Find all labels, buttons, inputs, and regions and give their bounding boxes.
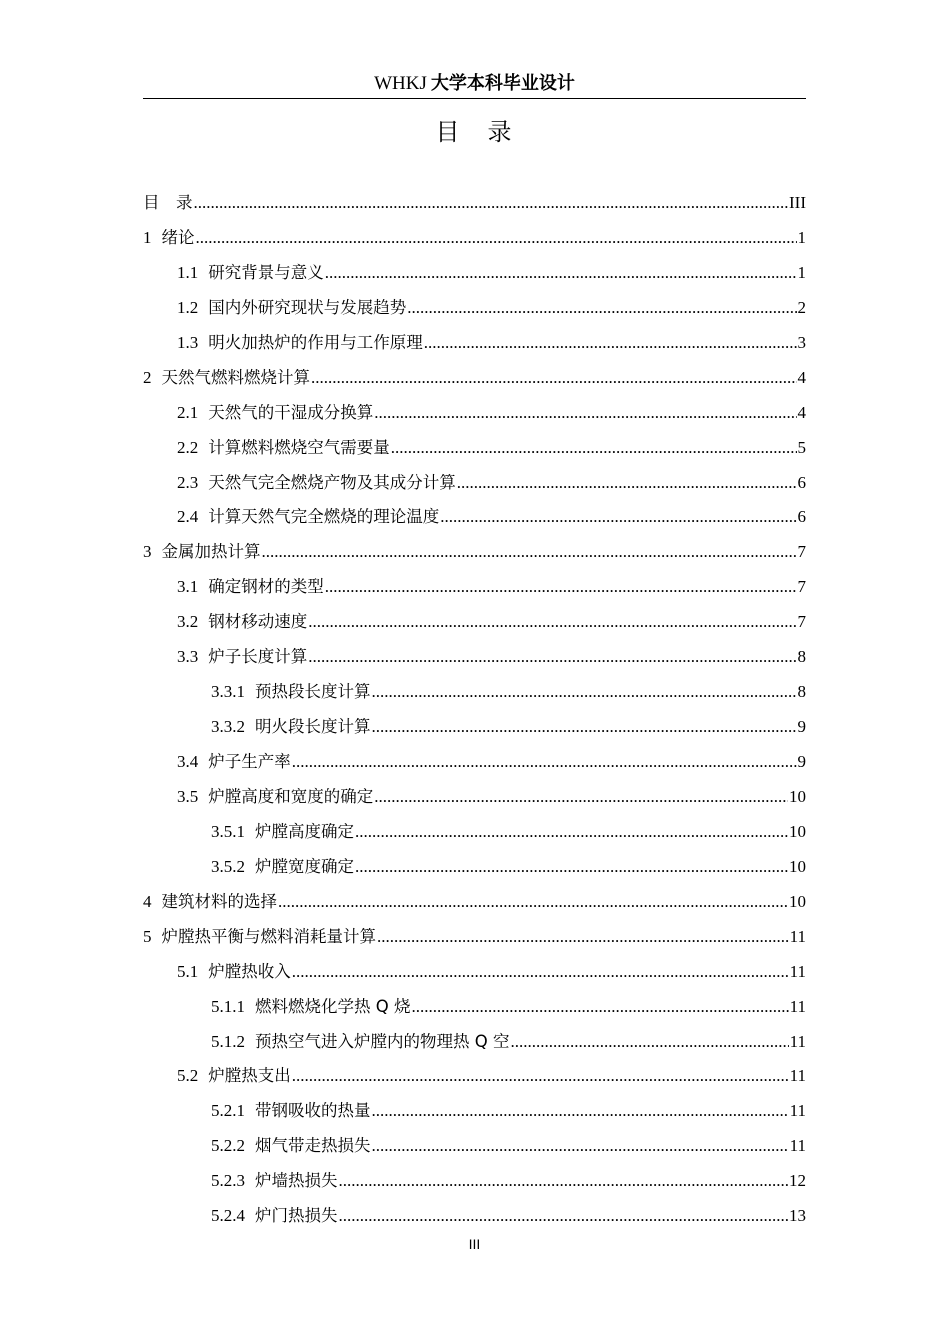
- toc-entry-title: 天然气燃料燃烧计算: [161, 367, 310, 387]
- toc-entry-page: 2: [797, 297, 806, 317]
- toc-dot-leader: [292, 745, 797, 780]
- toc-entry-number: 3.2: [177, 612, 199, 632]
- toc-entry[interactable]: [143, 326, 806, 361]
- toc-dot-leader: [372, 1094, 789, 1129]
- toc-entry[interactable]: [143, 990, 806, 1025]
- toc-dot-leader: [308, 605, 796, 640]
- toc-dot-leader: [372, 710, 797, 745]
- toc-entry[interactable]: [143, 850, 806, 885]
- toc-entry[interactable]: [143, 500, 806, 535]
- toc-dot-leader: [325, 570, 797, 605]
- toc-entry[interactable]: [143, 1094, 806, 1129]
- toc-entry-page: 11: [789, 1066, 806, 1086]
- page-footer: [143, 1234, 806, 1254]
- toc-entry-page: 7: [797, 612, 806, 632]
- toc-entry-page: 9: [797, 717, 806, 737]
- toc-entry-number: 5.2: [177, 1066, 199, 1086]
- toc-entry-title: 预热空气进入炉膛内的物理热 Q 空: [255, 1031, 510, 1051]
- toc-entry-page: 11: [789, 1031, 806, 1051]
- toc-entry-page: 5: [797, 437, 806, 457]
- toc-entry-title: 炉墙热损失: [255, 1171, 338, 1191]
- toc-dot-leader: [407, 291, 796, 326]
- toc-entry-number: 3.5: [177, 786, 199, 806]
- toc-title: 目 录: [435, 118, 514, 146]
- header-rule: [143, 98, 806, 99]
- toc-entry-page: 10: [789, 891, 806, 911]
- toc-entry-page: 1: [797, 227, 806, 247]
- toc-entry-title: 燃料燃烧化学热 Q 烧: [255, 996, 411, 1016]
- toc-entry-title: 研究背景与意义: [208, 262, 324, 282]
- toc-entry-title: 带钢吸收的热量: [255, 1101, 371, 1121]
- toc-entry-title: 炉膛热平衡与燃料消耗量计算: [161, 926, 376, 946]
- toc-entry-title: 钢材移动速度: [208, 612, 308, 632]
- toc-entry[interactable]: [143, 815, 806, 850]
- toc-entry-page: 12: [789, 1171, 806, 1191]
- toc-entry[interactable]: [143, 710, 806, 745]
- toc-entry[interactable]: [143, 1199, 806, 1234]
- toc-entry-number: 5.2.2: [211, 1136, 245, 1156]
- toc-dot-leader: [440, 500, 796, 535]
- toc-entry-page: 9: [797, 752, 806, 771]
- toc-entry[interactable]: [143, 675, 806, 710]
- toc-entry-title: 预热段长度计算: [255, 682, 371, 702]
- toc-dot-leader: [262, 535, 797, 570]
- toc-entry[interactable]: [143, 1129, 806, 1164]
- toc-entry[interactable]: [143, 920, 806, 955]
- toc-entry[interactable]: [143, 780, 806, 815]
- toc-entry-number: 1.1: [177, 262, 199, 282]
- toc-entry-number: 4: [143, 891, 152, 911]
- toc-entry-title: 炉子长度计算: [208, 647, 308, 667]
- toc-entry[interactable]: [143, 186, 806, 221]
- toc-entry-number: 2: [143, 367, 152, 387]
- toc-dot-leader: [372, 675, 797, 710]
- toc-entry-title: 明火段长度计算: [255, 717, 371, 737]
- toc-entry[interactable]: [143, 466, 806, 501]
- toc-dot-leader: [196, 221, 797, 256]
- toc-entry[interactable]: [143, 361, 806, 396]
- toc-entry-number: 1.3: [177, 332, 199, 352]
- toc-dot-leader: [374, 780, 788, 815]
- toc-entry-title: 明火加热炉的作用与工作原理: [208, 332, 423, 352]
- footer-page-number: III: [468, 1236, 481, 1252]
- toc-dot-leader: [292, 1059, 789, 1094]
- toc-entry-number: 5.1.2: [211, 1031, 245, 1051]
- toc-entry-title: 炉膛宽度确定: [255, 856, 354, 876]
- toc-entry-page: 11: [789, 1136, 806, 1156]
- toc-entry-page: 6: [797, 472, 806, 492]
- toc-entry-number: 3.5.2: [211, 856, 245, 876]
- toc-entry[interactable]: [143, 431, 806, 466]
- toc-dot-leader: [372, 1129, 789, 1164]
- toc-entry[interactable]: [143, 1025, 806, 1060]
- toc-entry-page: 11: [789, 926, 806, 946]
- toc-dot-leader: [355, 815, 788, 850]
- toc-dot-leader: [374, 396, 796, 431]
- toc-dot-leader: [194, 186, 789, 221]
- toc-entry-page: 11: [789, 996, 806, 1016]
- toc-entry-page: 7: [797, 577, 806, 597]
- toc-entry[interactable]: [143, 396, 806, 431]
- toc-entry[interactable]: [143, 535, 806, 570]
- toc-entry-number: 2.4: [177, 507, 199, 527]
- toc-entry-page: 10: [789, 821, 806, 841]
- toc-entry-title: 建筑材料的选择: [161, 891, 277, 911]
- toc-entry[interactable]: [143, 291, 806, 326]
- toc-entry-number: 2.1: [177, 402, 199, 422]
- toc-entry[interactable]: [143, 605, 806, 640]
- toc-entry-page: 13: [789, 1206, 806, 1226]
- toc-entry[interactable]: [143, 1059, 806, 1094]
- toc-dot-leader: [411, 990, 788, 1025]
- toc-entry-title: 炉膛热收入: [208, 961, 291, 981]
- toc-entry-page: 11: [789, 1101, 806, 1121]
- toc-entry-title: 确定钢材的类型: [208, 577, 324, 597]
- toc-entry-page: 8: [797, 647, 806, 667]
- toc-dot-leader: [339, 1164, 789, 1199]
- toc-dot-leader: [391, 431, 797, 466]
- toc-entry[interactable]: [143, 256, 806, 291]
- toc-dot-leader: [510, 1025, 788, 1060]
- toc-entry-title: 绪论: [161, 227, 195, 247]
- toc-entry-title: 计算天然气完全燃烧的理论温度: [208, 507, 440, 527]
- toc-dot-leader: [457, 466, 797, 501]
- toc-dot-leader: [311, 361, 797, 396]
- toc-entry-title: 天然气的干湿成分换算: [208, 402, 374, 422]
- toc-entry[interactable]: [143, 1164, 806, 1199]
- toc-dot-leader: [377, 920, 789, 955]
- toc-entry-title: 烟气带走热损失: [255, 1136, 371, 1156]
- toc-entry-page: III: [789, 193, 806, 212]
- toc-entry[interactable]: [143, 885, 806, 920]
- toc-entry-page: 4: [797, 402, 806, 422]
- toc-entry[interactable]: [143, 745, 806, 780]
- toc-entry-title: 炉膛热支出: [208, 1066, 291, 1086]
- toc-entry-page: 3: [797, 332, 806, 352]
- toc-dot-leader: [424, 326, 797, 361]
- toc-entry-number: 5.1: [177, 961, 199, 981]
- toc-entry-number: 1.2: [177, 297, 199, 317]
- toc-entry-number: 3.3: [177, 647, 199, 667]
- toc-dot-leader: [308, 640, 796, 675]
- toc-entry-title: 国内外研究现状与发展趋势: [208, 297, 407, 317]
- toc-entry-number: 5.1.1: [211, 996, 245, 1016]
- toc-entry-page: 8: [797, 682, 806, 702]
- toc-dot-leader: [278, 885, 788, 920]
- toc-entry[interactable]: [143, 221, 806, 256]
- toc-entry-number: 3.3.1: [211, 682, 245, 702]
- toc-entry-number: 5: [143, 926, 152, 946]
- toc-dot-leader: [325, 256, 797, 291]
- toc-entry-number: 3.1: [177, 577, 199, 597]
- toc-entry-number: 3: [143, 542, 152, 562]
- toc-entry-title: 炉膛高度和宽度的确定: [208, 786, 374, 806]
- toc-entry-title: 天然气完全燃烧产物及其成分计算: [208, 472, 456, 492]
- toc-entry-number: 5.2.4: [211, 1206, 245, 1226]
- toc-entry-number: 2.2: [177, 437, 199, 457]
- toc-entry-number: 3.5.1: [211, 821, 245, 841]
- toc-entry[interactable]: [143, 570, 806, 605]
- toc-dot-leader: [339, 1199, 789, 1234]
- header-title: 大学本科毕业设计: [430, 73, 575, 94]
- toc-entry-page: 7: [797, 542, 806, 562]
- toc-entry-number: 5.2.1: [211, 1101, 245, 1121]
- toc-entry-number: 1: [143, 227, 152, 247]
- toc-entry-title: 炉子生产率: [208, 752, 291, 771]
- toc-entry[interactable]: [143, 640, 806, 675]
- toc-entry-title: 金属加热计算: [161, 542, 261, 562]
- toc-dot-leader: [355, 850, 788, 885]
- toc-dot-leader: [292, 955, 789, 990]
- toc-entry-title: 炉门热损失: [255, 1206, 338, 1226]
- table-of-contents: [143, 186, 806, 1234]
- toc-entry-page: 11: [789, 961, 806, 981]
- toc-entry-number: 3.4: [177, 752, 199, 771]
- toc-entry[interactable]: [143, 955, 806, 990]
- toc-entry-title: 计算燃料燃烧空气需要量: [208, 437, 390, 457]
- toc-entry-page: 10: [789, 856, 806, 876]
- toc-entry-page: 4: [797, 367, 806, 387]
- page-header: [143, 70, 806, 98]
- toc-entry-page: 10: [789, 786, 806, 806]
- toc-entry-page: 1: [797, 262, 806, 282]
- toc-entry-page: 6: [797, 507, 806, 527]
- toc-entry-number: 3.3.2: [211, 717, 245, 737]
- toc-entry-number: 5.2.3: [211, 1171, 245, 1191]
- header-school-code: WHKJ: [374, 73, 427, 94]
- toc-entry-title: 炉膛高度确定: [255, 821, 354, 841]
- toc-entry-title: 目 录: [143, 193, 193, 212]
- toc-entry-number: 2.3: [177, 472, 199, 492]
